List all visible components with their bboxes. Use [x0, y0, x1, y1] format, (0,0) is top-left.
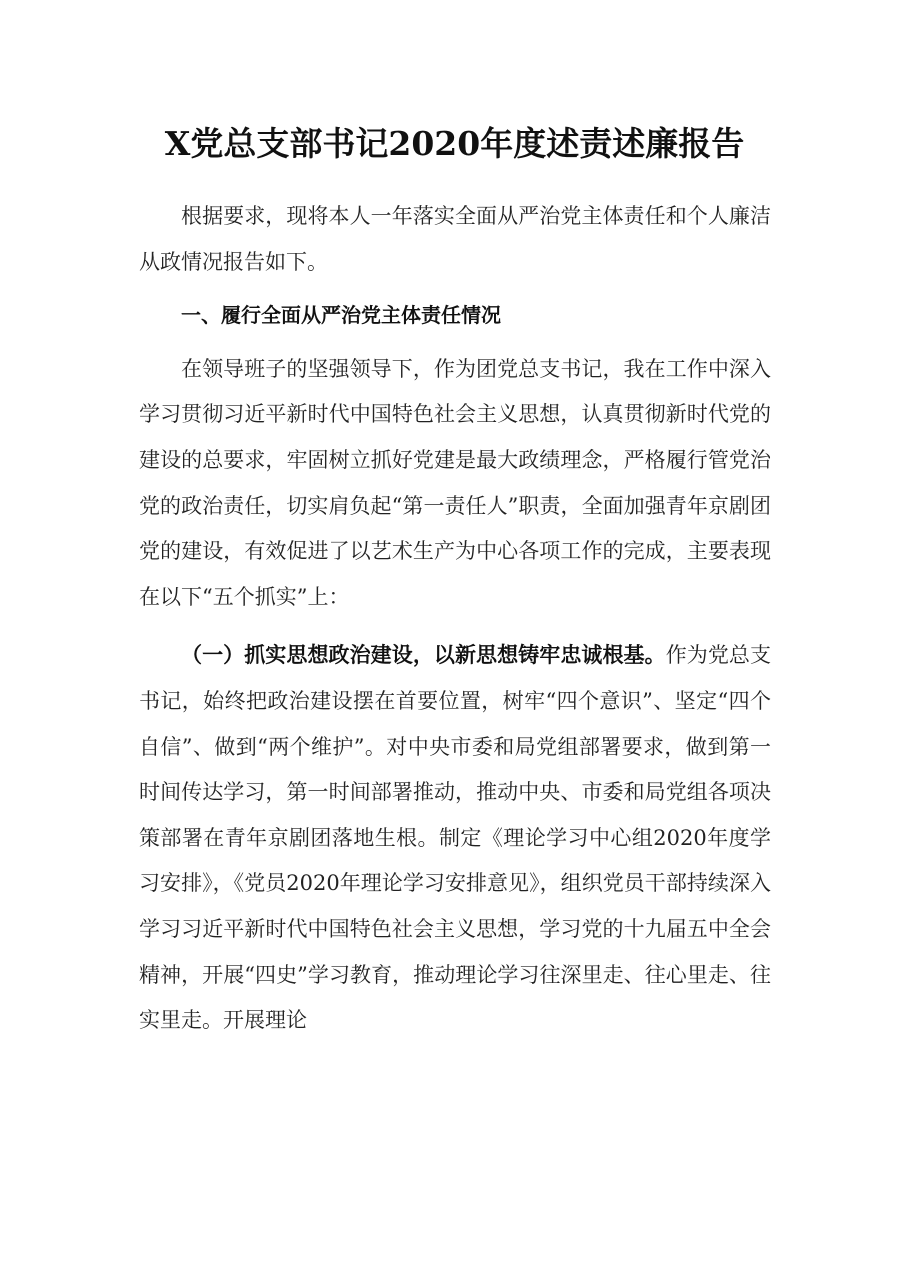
section1-paragraph: 在领导班子的坚强领导下，作为团党总支书记，我在工作中深入学习贯彻习近平新时代中国特色社会主义思想，认真贯彻新时代党的建设的总要求，牢固树立抓好党建是最大政绩理念，严格履行管党治党的政治责任，切实肩负起“第一责任人”职责，全面加强青年京剧团党的建设，有效促进了以艺术生产为中心各项工作的完成，主要表现在以下“五个抓实”上： [139, 356, 771, 609]
subsection1-paragraph [139, 632, 771, 1043]
document-title: X党总支部书记2020年度述责述廉报告 [164, 124, 745, 163]
intro-paragraph: 根据要求，现将本人一年落实全面从严治党主体责任和个人廉洁从政情况报告如下。 [139, 204, 771, 274]
section-heading-1: 一、履行全面从严治党主体责任情况 [181, 303, 501, 328]
subsection1-body: 作为党总支书记，始终把政治建设摆在首要位置，树牢“四个意识”、坚定“四个自信”、做到“两个维护”。对中央市委和局党组部署要求，做到第一时间传达学习，第一时间部署推动，推动中央、市委和局党组各项决策部署在青年京剧团落地生根。制定《理论学习中心组2020年度学习安排》，《党员2020年理论学习安排意见》，组织党员干部持续深入学习习近平新时代中国特色社会主义思想，学习党的十九届五中全会精神，开展“四史”学习教育，推动理论学习往深里走、往心里走、往实里走。开展理论 [139, 643, 771, 1033]
subsection1-lead: （一）抓实思想政治建设，以新思想铸牢忠诚根基。 [181, 642, 666, 668]
document-body [139, 194, 771, 1044]
